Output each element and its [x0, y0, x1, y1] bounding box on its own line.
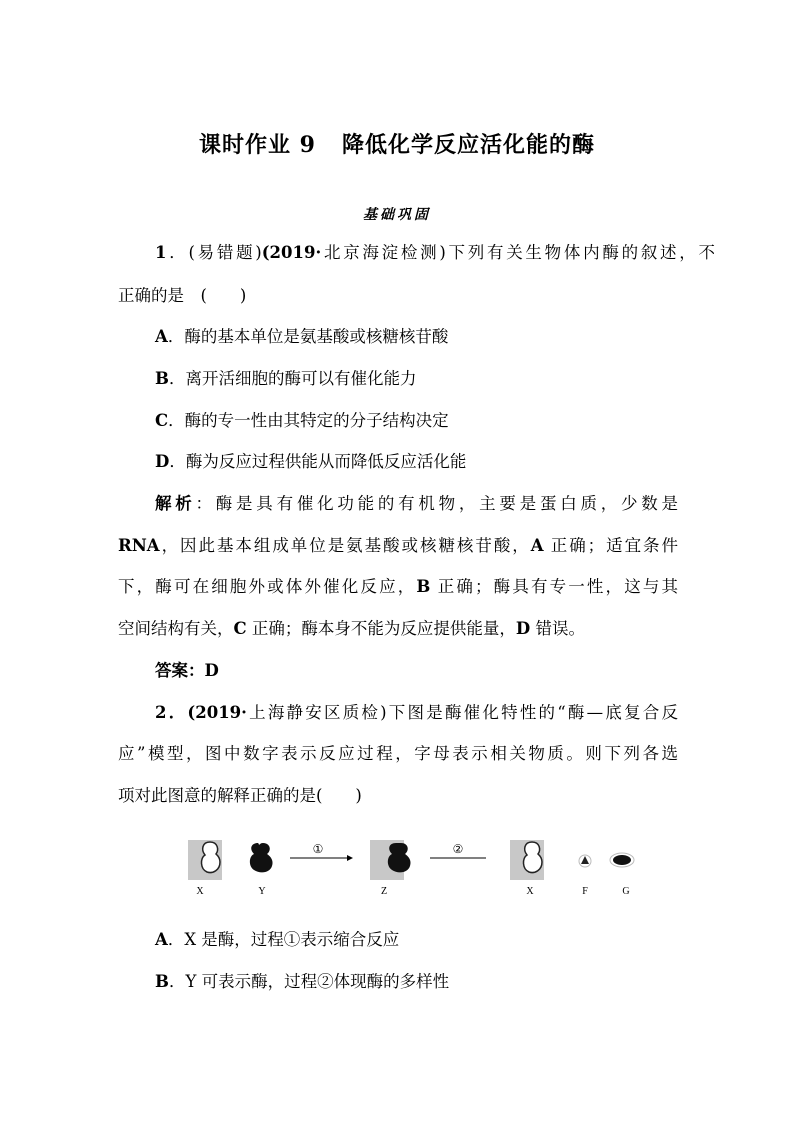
answer-line: 答案：D — [155, 661, 219, 680]
enzyme-x-shape-product — [510, 840, 544, 880]
label-y: Y — [258, 886, 266, 897]
label-x2: X — [526, 886, 534, 897]
page-title: 课时作业 9 降低化学反应活化能的酶 — [199, 132, 595, 158]
product-f-shape — [581, 856, 589, 864]
label-g: G — [622, 886, 630, 897]
q2-option-a: A．X 是酶，过程①表示缩合反应 — [155, 930, 400, 949]
label-z: Z — [380, 886, 388, 897]
section-heading: 基础巩固 — [363, 207, 431, 223]
complex-z-shape — [370, 840, 411, 880]
question-2-line-1: 2．(2019·上海静安区质检)下图是酶催化特性的“酶—底复合反 — [155, 703, 678, 722]
question-2-line-2: 应”模型，图中数字表示反应过程，字母表示相关物质。则下列各选 — [118, 744, 678, 763]
analysis-line-3: 下，酶可在细胞外或体外催化反应，B 正确；酶具有专一性，这与其 — [118, 577, 678, 596]
analysis-line-2: RNA，因此基本组成单位是氨基酸或核糖核苷酸，A 正确；适宜条件 — [118, 536, 678, 555]
question-2-line-3: 项对此图意的解释正确的是( ) — [118, 786, 362, 805]
enzyme-substrate-diagram — [180, 836, 650, 906]
q1-option-b: B．离开活细胞的酶可以有催化能力 — [155, 369, 417, 388]
question-1-line-2: 正确的是 ( ) — [118, 286, 247, 305]
label-f: F — [582, 886, 588, 897]
step-2-label: ② — [452, 842, 464, 856]
question-1-line-1: 1．(易错题)(2019·北京海淀检测)下列有关生物体内酶的叙述，不 — [155, 243, 716, 262]
q1-option-a: A．酶的基本单位是氨基酸或核糖核苷酸 — [155, 327, 449, 346]
q1-option-c: C．酶的专一性由其特定的分子结构决定 — [155, 411, 449, 430]
analysis-line-4: 空间结构有关，C 正确；酶本身不能为反应提供能量，D 错误。 — [118, 619, 585, 638]
step-1-label: ① — [312, 842, 324, 856]
q1-option-d: D．酶为反应过程供能从而降低反应活化能 — [155, 452, 467, 471]
label-x: X — [196, 886, 204, 897]
product-g-shape — [613, 855, 631, 865]
analysis-line-1: 解析：酶是具有催化功能的有机物，主要是蛋白质，少数是 — [155, 494, 679, 513]
enzyme-x-shape — [188, 840, 222, 880]
substrate-y-shape — [250, 843, 273, 872]
q2-option-b: B．Y 可表示酶，过程②体现酶的多样性 — [155, 972, 450, 991]
